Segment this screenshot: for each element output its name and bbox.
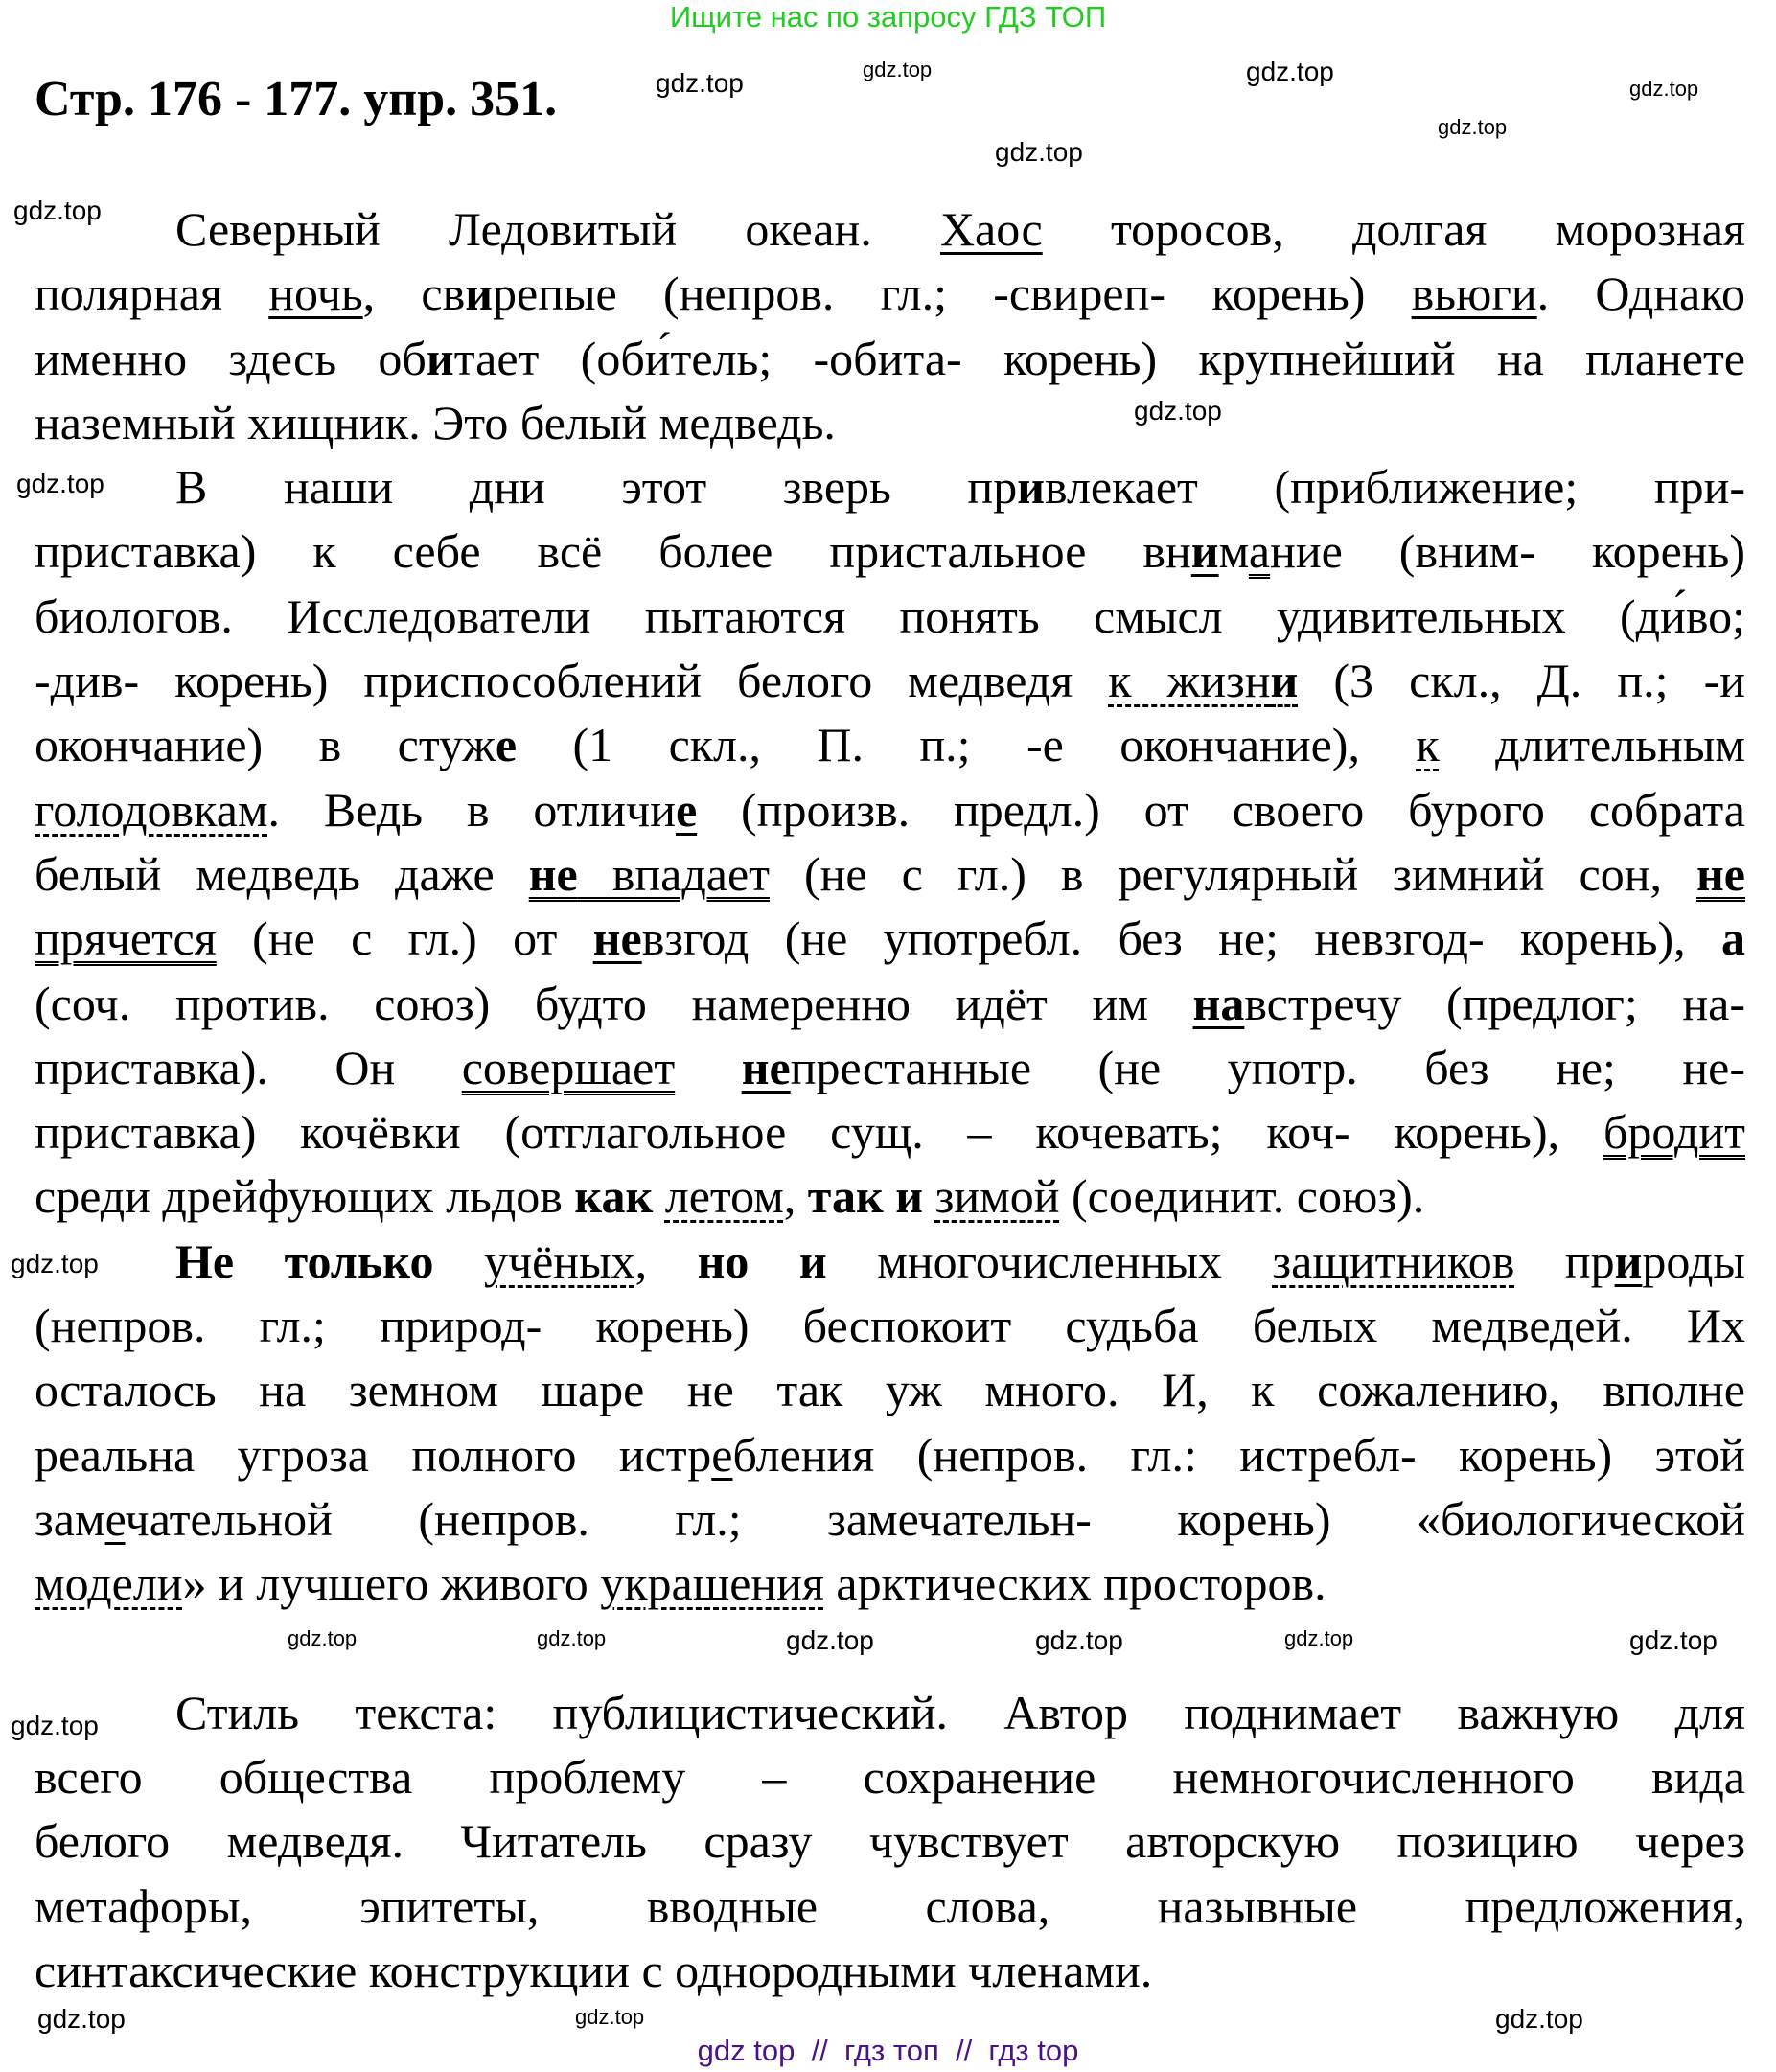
marked-word: е: [104, 1491, 126, 1546]
watermark-text: gdz.top: [37, 2004, 126, 2034]
text-segment: престанные (не употр. без не; не-: [790, 1040, 1746, 1094]
watermark-text: gdz.top: [1134, 396, 1222, 426]
bold-text: Не только: [175, 1233, 434, 1288]
text-segment: В наши дни этот зверь пр: [175, 460, 1018, 515]
text-segment: полярная: [35, 266, 269, 321]
watermark-text: gdz.top: [1035, 1625, 1123, 1655]
text-segment: м: [1218, 524, 1249, 579]
marked-word: впадает: [577, 846, 770, 901]
text-segment: синтаксические конструкции с однородными членами.: [35, 1944, 1153, 1998]
marked-word: ночь: [268, 266, 363, 321]
marked-word: и: [1190, 524, 1219, 579]
text-segment: белого медведя. Читатель сразу чувствует авторскую позицию через: [35, 1814, 1745, 1869]
text-segment: Стиль текста: публицистический. Автор поднимает важную для: [175, 1685, 1745, 1739]
marked-word: вьюги: [1411, 266, 1537, 321]
text-segment: (соч. против. союз) будто намеренно идёт им: [35, 976, 1193, 1030]
text-segment: влекает (приближение; при-: [1045, 460, 1745, 515]
marked-word: зимой: [934, 1169, 1060, 1224]
text-segment: (3 скл., Д. п.; -и: [1298, 654, 1745, 708]
text-line: [35, 1423, 1745, 1487]
text-line: [35, 1487, 1745, 1552]
text-segment: (не с гл.) в регулярный зимний сон,: [770, 846, 1696, 901]
footer-links[interactable]: gdz top // гдз топ // гдз top: [697, 2034, 1079, 2067]
marked-word: не: [741, 1040, 791, 1094]
text-segment: (не с гл.) от: [216, 911, 593, 966]
bold-text: но и: [697, 1233, 827, 1288]
text-segment: » и лучшего живого: [182, 1556, 601, 1611]
text-segment: метафоры, эпитеты, вводные слова, назывные предложения,: [35, 1878, 1745, 1933]
text-segment: [433, 1234, 483, 1288]
marked-word: е: [711, 1427, 733, 1482]
watermark-text: gdz.top: [863, 58, 933, 81]
marked-word: на: [1192, 976, 1245, 1030]
text-segment: [653, 1169, 665, 1223]
text-segment: белый медведь даже: [35, 846, 529, 901]
text-line: [35, 1036, 1745, 1100]
text-segment: (произв. предл.) от своего бурого собрата: [697, 782, 1745, 837]
page-title: Стр. 176 - 177. упр. 351.: [35, 72, 558, 127]
bold-text: и: [426, 331, 454, 385]
marked-word: Хаос: [939, 202, 1043, 256]
bold-text: е: [495, 718, 518, 772]
text-segment: длительным: [1439, 718, 1745, 772]
marked-word: голодовкам: [35, 782, 268, 837]
text-segment: именно здесь об: [35, 331, 427, 385]
marked-word: и: [1614, 1233, 1643, 1288]
text-segment: ние (вним- корень): [1270, 524, 1745, 579]
text-segment: -див- корень) приспособлений белого медведя: [35, 654, 1109, 708]
text-line: [35, 585, 1745, 649]
text-line: [35, 713, 1745, 777]
text-line: [35, 649, 1745, 713]
marked-word: модели: [35, 1556, 183, 1611]
watermark-text: gdz.top: [995, 137, 1083, 167]
text-segment: репые (непров. гл.; -свиреп- корень): [493, 266, 1412, 321]
text-segment: (1 скл., П. п.; -е окончание),: [517, 718, 1417, 772]
marked-word: не: [1696, 846, 1746, 901]
text-segment: . Однако: [1536, 266, 1745, 321]
text-line: [35, 1745, 1745, 1809]
text-segment: роды: [1642, 1233, 1746, 1288]
marked-word: учёных: [483, 1233, 635, 1288]
text-segment: всего общества проблему – сохранение немногочисленного вида: [35, 1750, 1745, 1805]
text-segment: многочисленных: [826, 1233, 1273, 1288]
text-line: [35, 907, 1745, 971]
text-segment: пр: [1514, 1233, 1615, 1288]
watermark-text: gdz.top: [786, 1625, 874, 1655]
marked-word: к: [1416, 718, 1440, 772]
bold-text: как: [574, 1169, 654, 1224]
text-segment: . Ведь в отличи: [267, 782, 676, 837]
text-line: [175, 1681, 1745, 1745]
text-segment: осталось на земном шаре не так уж много. И, к сожалению, вполне: [35, 1363, 1745, 1417]
watermark-text: gdz.top: [13, 196, 102, 225]
watermark-text: gdz.top: [11, 1249, 99, 1278]
text-segment: приставка). Он: [35, 1040, 462, 1094]
text-line: [35, 972, 1745, 1036]
text-segment: [923, 1169, 935, 1223]
text-segment: (непров. гл.; природ- корень) беспокоит судьба белых медведей. Их: [35, 1299, 1745, 1353]
marked-word: и: [1270, 654, 1299, 708]
bold-text: и: [1017, 460, 1046, 515]
text-line: [35, 1809, 1745, 1874]
marked-word: прячется: [35, 911, 217, 966]
watermark-text: gdz.top: [288, 1626, 358, 1650]
marked-word: бродит: [1603, 1105, 1745, 1160]
text-segment: (соединит. союз).: [1059, 1169, 1425, 1224]
text-segment: окончание) в стуж: [35, 718, 496, 772]
text-segment: [675, 1041, 742, 1094]
text-line: [35, 519, 1745, 584]
text-segment: приставка) кочёвки (отглагольное сущ. – кочевать; коч- корень),: [35, 1105, 1603, 1160]
watermark-text: gdz.top: [16, 469, 104, 498]
text-segment: реальна угроза полного истр: [35, 1427, 712, 1482]
text-line: [35, 327, 1745, 391]
marked-word: а: [1248, 524, 1271, 579]
text-line: [35, 1294, 1745, 1358]
exercise-text: [35, 197, 1745, 2003]
text-segment: торосов, долгая морозная: [1042, 202, 1745, 256]
text-line: [35, 778, 1745, 842]
marked-word: летом: [664, 1169, 784, 1224]
text-line: [35, 262, 1745, 326]
text-segment: Северный Ледовитый океан.: [175, 202, 940, 256]
text-segment: наземный хищник. Это белый медведь.: [35, 395, 836, 449]
text-segment: бления (непров. гл.: истребл- корень) этой: [732, 1427, 1745, 1482]
watermark-text: gdz.top: [1246, 57, 1334, 86]
text-line: [35, 1164, 1424, 1229]
marked-word: совершает: [461, 1040, 676, 1094]
text-line: [35, 1358, 1745, 1422]
text-segment: зам: [35, 1491, 105, 1546]
text-segment: , св: [362, 266, 466, 321]
text-line: [35, 1100, 1745, 1164]
search-banner: Ищите нас по запросу ГДЗ ТОП: [669, 0, 1107, 34]
text-segment: взгод (не употребл. без не; невзгод- корень),: [641, 911, 1721, 966]
text-line: [35, 1875, 1745, 1939]
text-line: [175, 455, 1745, 519]
text-segment: встречу (предлог; на-: [1244, 976, 1745, 1030]
text-line: [35, 842, 1745, 907]
marked-word: к жизн: [1108, 654, 1271, 708]
marked-word: украшения: [600, 1556, 824, 1611]
text-segment: приставка) к себе всё более пристальное вн: [35, 524, 1191, 579]
text-segment: среди дрейфующих льдов: [35, 1169, 575, 1224]
watermark-text: gdz.top: [1438, 115, 1508, 139]
text-segment: чательной (непров. гл.; замечательн- корень) «биологической: [125, 1491, 1745, 1546]
text-segment: ,: [783, 1169, 808, 1224]
watermark-text: gdz.top: [1629, 1625, 1718, 1655]
watermark-text: gdz.top: [1284, 1626, 1354, 1650]
watermark-text: gdz.top: [11, 1711, 99, 1740]
bold-text: и: [465, 266, 493, 321]
marked-word: не: [528, 846, 578, 901]
watermark-text: gdz.top: [1495, 2004, 1583, 2034]
text-line: [35, 1939, 1152, 2003]
text-line: [35, 391, 836, 455]
marked-word: е: [675, 782, 698, 837]
bold-text: а: [1721, 911, 1745, 966]
text-segment: биологов. Исследователи пытаются понять смысл удивительных (ди́во;: [35, 588, 1745, 643]
text-line: [175, 1230, 1745, 1294]
watermark-text: gdz.top: [575, 2005, 645, 2029]
watermark-text: gdz.top: [1629, 77, 1699, 101]
text-line: [175, 197, 1745, 262]
bold-text: так и: [807, 1169, 924, 1224]
text-line: [35, 1552, 1326, 1616]
marked-word: защитников: [1272, 1233, 1515, 1288]
watermark-text: gdz.top: [656, 68, 744, 98]
marked-word: не: [592, 911, 642, 966]
watermark-text: gdz.top: [537, 1626, 607, 1650]
text-segment: тает (оби́тель; -обита- корень) крупнейший на планете: [453, 331, 1746, 385]
text-segment: арктических просторов.: [823, 1556, 1326, 1611]
text-segment: ,: [634, 1233, 698, 1288]
